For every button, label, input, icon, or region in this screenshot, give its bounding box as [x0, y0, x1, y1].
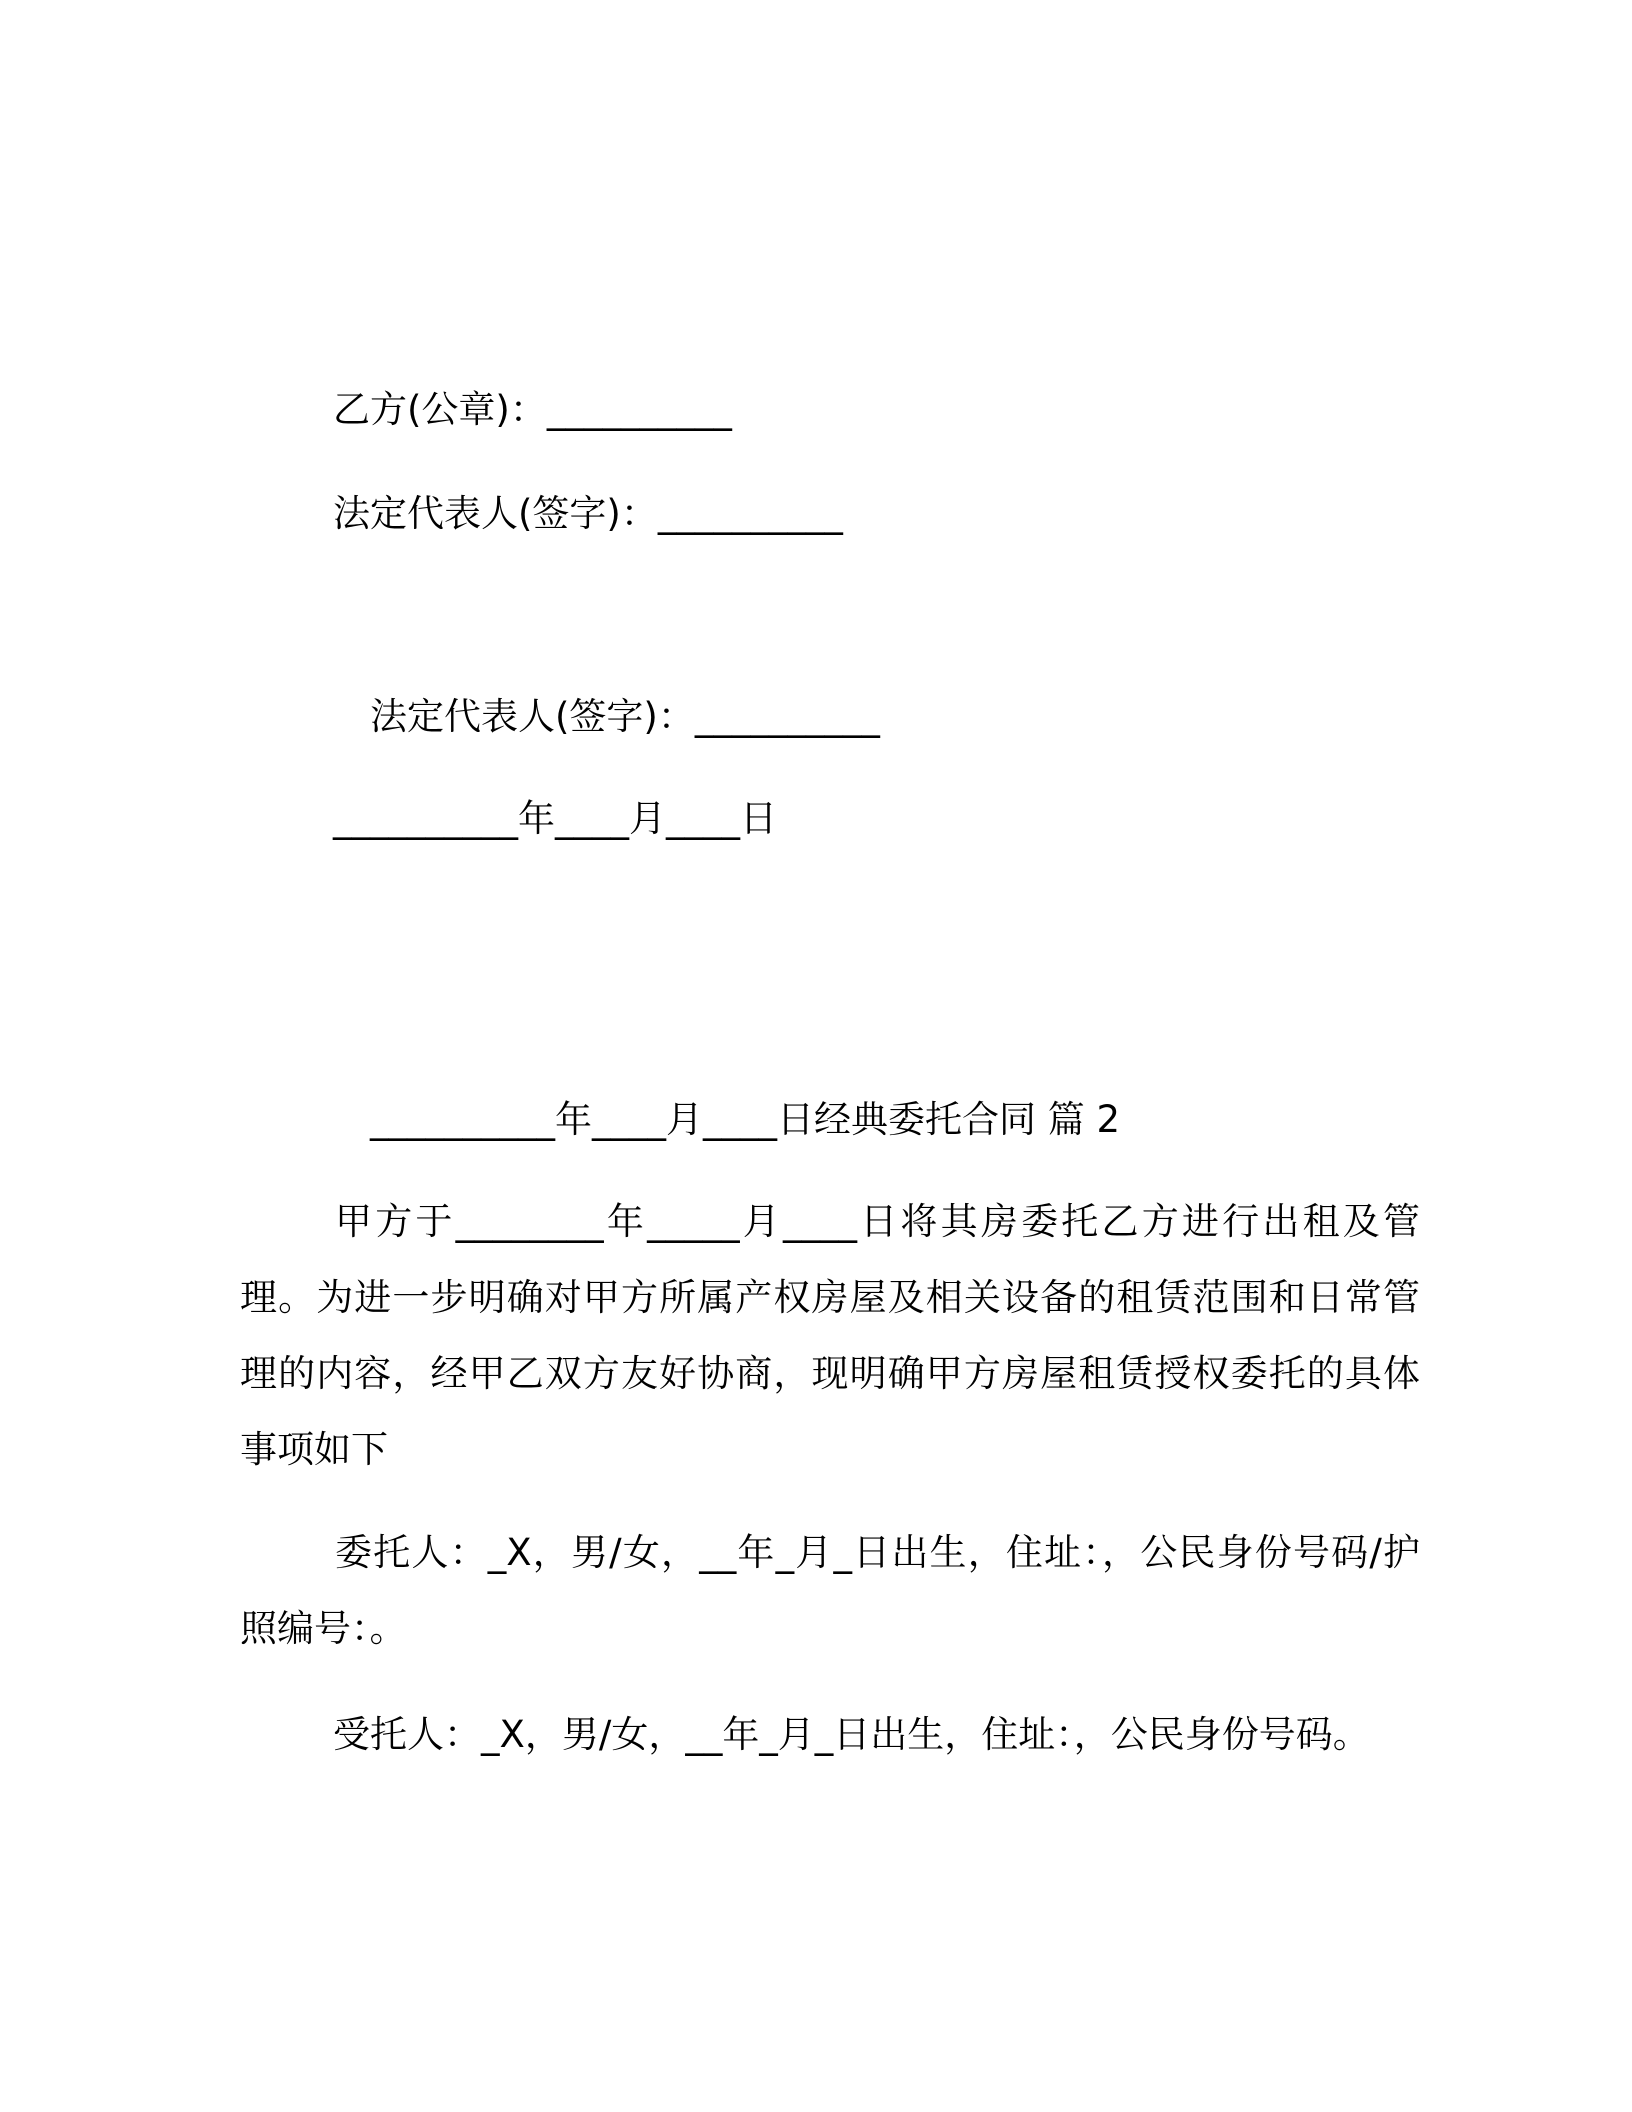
intro-paragraph: 甲方于________年_____月____日将其房委托乙方进行出租及管理。为进一步明确对甲方所属产权房屋及相关设备的租赁范围和日常管理的内容，经甲乙双方友好协商，现明确甲方房屋租赁授权委托的具体事项如下 — [240, 1200, 1420, 1471]
principal-paragraph: 委托人：_X，男/女，__年_月_日出生，住址：，公民身份号码/护照编号：。 — [240, 1531, 1420, 1650]
section-heading: __________年____月____日经典委托合同 篇 2 — [370, 1098, 1121, 1141]
agent-line: 受托人：_X，男/女，__年_月_日出生，住址：，公民身份号码。 — [333, 1713, 1370, 1756]
legal-rep-signature-line: 法定代表人(签字)：__________ — [333, 492, 843, 535]
legal-rep-signature-line-indented: 法定代表人(签字)：__________ — [370, 695, 880, 738]
party-b-seal-line: 乙方(公章)：__________ — [333, 388, 732, 431]
signature-date-line: __________年____月____日 — [333, 797, 777, 840]
